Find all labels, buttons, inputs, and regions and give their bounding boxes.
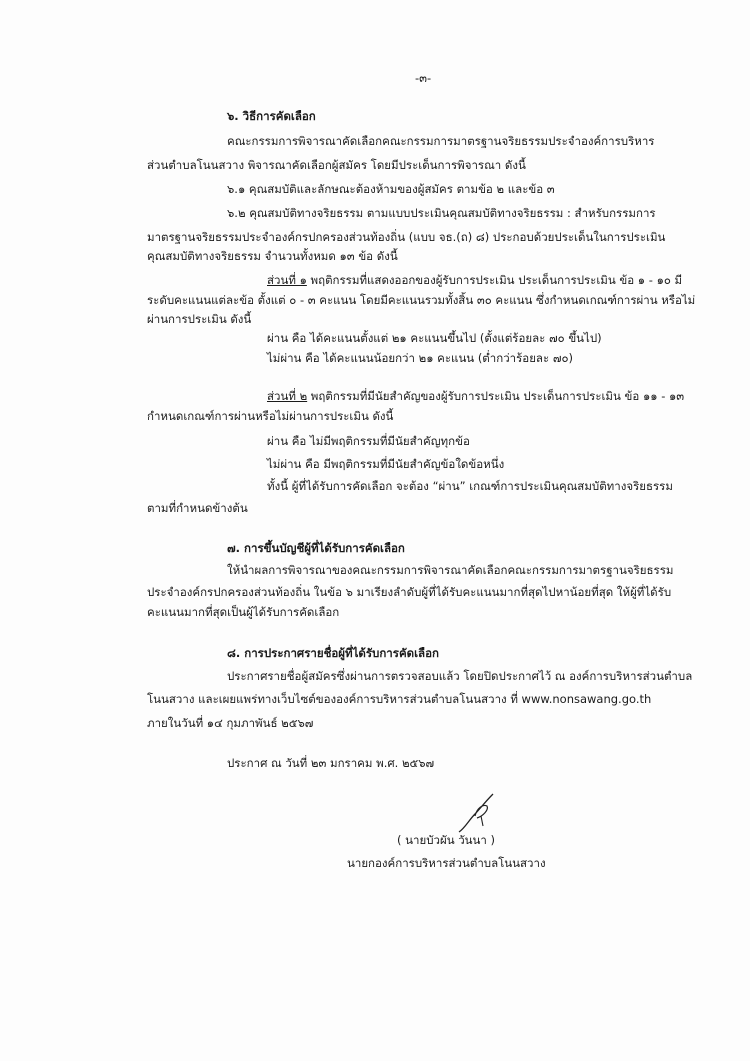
signer-position: นายกองค์การบริหารส่วนตำบลโนนสวาง (347, 856, 546, 870)
section-7-line3: คะแนนมากที่สุดเป็นผู้ได้รับการคัดเลือก (147, 605, 340, 619)
part-1-label: ส่วนที่ ๑ (267, 273, 307, 287)
announcement-date: ประกาศ ณ วันที่ ๒๓ มกราคม พ.ศ. ๒๕๖๗ (227, 756, 435, 770)
part-2-label: ส่วนที่ ๒ (267, 389, 308, 403)
section-7-title: ๗. การขึ้นบัญชีผู้ที่ได้รับการคัดเลือก (227, 541, 405, 555)
part-1-fail: ไม่ผ่าน คือ ได้คะแนนน้อยกว่า ๒๑ คะแนน (ต่ำกว่าร้อยละ ๗๐) (267, 351, 573, 365)
part-1-line2: ระดับคะแนนแต่ละข้อ ตั้งแต่ ๐ - ๓ คะแนน โดยมีคะแนนรวมทั้งสิ้น ๓๐ คะแนน ซึ่งกำหนดเกณฑ์การผ่าน หรือไม่ (147, 293, 696, 307)
section-8-title: ๘. การประกาศรายชื่อผู้ที่ได้รับการคัดเลือก (227, 646, 439, 660)
criteria-note-line1: ทั้งนี้ ผู้ที่ได้รับการคัดเลือก จะต้อง “ผ่าน” เกณฑ์การประเมินคุณสมบัติทางจริยธรรม (267, 479, 673, 493)
section-7-line2: ประจำองค์กรปกครองส่วนท้องถิ่น ในข้อ ๖ มาเรียงลำดับผู้ที่ได้รับคะแนนมากที่สุดไปหาน้อยที่สุด ให้ผู้ที่ได้รับ (147, 585, 672, 599)
section-6-item2-line1: ๖.๒ คุณสมบัติทางจริยธรรม ตามแบบประเมินคุณสมบัติทางจริยธรรม : สำหรับกรรมการ (227, 206, 656, 220)
section-6-item2-line3: คุณสมบัติทางจริยธรรม จำนวนทั้งหมด ๑๓ ข้อ ดังนี้ (147, 249, 398, 263)
part-2-line1 (267, 388, 684, 404)
part-2-line2: กำหนดเกณฑ์การผ่านหรือไม่ผ่านการประเมิน ดังนี้ (147, 409, 394, 423)
part-2-pass: ผ่าน คือ ไม่มีพฤติกรรมที่มีนัยสำคัญทุกข้อ (267, 434, 470, 448)
part-1-text: พฤติกรรมที่แสดงออกของผู้รับการประเมิน ประเด็นการประเมิน ข้อ ๑ - ๑๐ มี (306, 273, 683, 287)
signature-mark (455, 790, 501, 836)
part-1-line1 (267, 272, 682, 288)
section-6-intro-line2: ส่วนตำบลโนนสวาง พิจารณาคัดเลือกผู้สมัคร โดยมีประเด็นการพิจารณา ดังนี้ (147, 158, 526, 172)
part-1-line3: ผ่านการประเมิน ดังนี้ (147, 312, 252, 326)
section-6-item2-line2: มาตรฐานจริยธรรมประจำองค์กรปกครองส่วนท้องถิ่น (แบบ จธ.(ถ) ๘) ประกอบด้วยประเด็นในการประเมิน (147, 230, 666, 244)
section-6-item1: ๖.๑ คุณสมบัติและลักษณะต้องห้ามของผู้สมัคร ตามข้อ ๒ และข้อ ๓ (227, 182, 555, 196)
criteria-note-line2: ตามที่กำหนดข้างต้น (147, 501, 248, 515)
section-8-line1: ประกาศรายชื่อผู้สมัครซึ่งผ่านการตรวจสอบแล้ว โดยปิดประกาศไว้ ณ องค์การบริหารส่วนตำบล (227, 669, 693, 683)
section-8-line2: โนนสวาง และเผยแพร่ทางเว็บไซต์ขององค์การบริหารส่วนตำบลโนนสวาง ที่ www.nonsawang.go.th (147, 692, 652, 706)
section-8-line3: ภายในวันที่ ๑๔ กุมภาพันธ์ ๒๕๖๗ (147, 716, 314, 730)
page-number: -๓- (415, 71, 432, 85)
signer-name: ( นายบัวผัน วันนา ) (397, 833, 495, 847)
part-2-text: พฤติกรรมที่มีนัยสำคัญของผู้รับการประเมิน ประเด็นการประเมิน ข้อ ๑๑ - ๑๓ (307, 389, 685, 403)
section-7-line1: ให้นำผลการพิจารณาของคณะกรรมการพิจารณาคัดเลือกคณะกรรมการมาตรฐานจริยธรรม (227, 563, 674, 577)
section-6-title: ๖. วิธีการคัดเลือก (227, 109, 316, 123)
part-2-fail: ไม่ผ่าน คือ มีพฤติกรรมที่มีนัยสำคัญข้อใดข้อหนึ่ง (267, 457, 505, 471)
part-1-pass: ผ่าน คือ ได้คะแนนตั้งแต่ ๒๑ คะแนนขึ้นไป (ตั้งแต่ร้อยละ ๗๐ ขึ้นไป) (267, 331, 602, 345)
section-6-intro-line1: คณะกรรมการพิจารณาคัดเลือกคณะกรรมการมาตรฐานจริยธรรมประจำองค์การบริหาร (227, 134, 655, 148)
